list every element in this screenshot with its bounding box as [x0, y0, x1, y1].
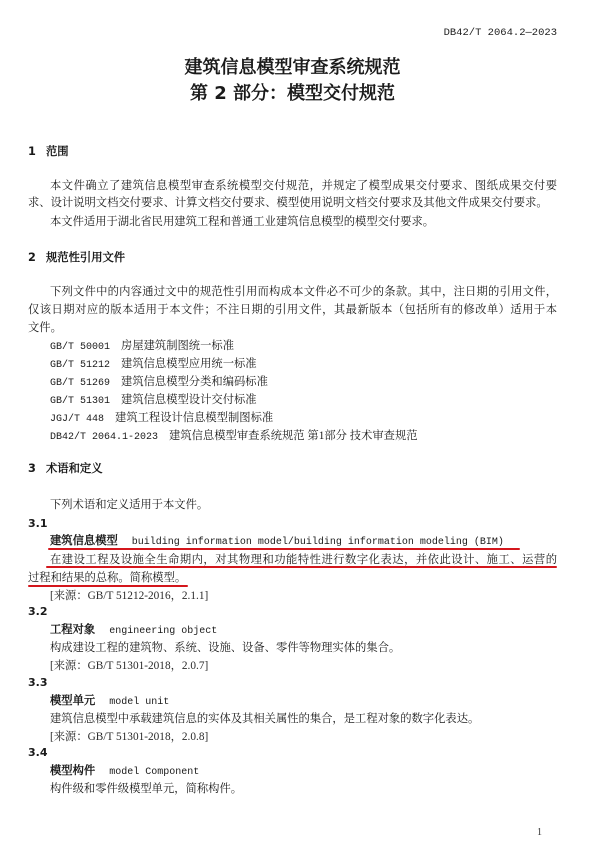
- term-chinese: 建筑信息模型: [50, 534, 118, 547]
- paragraph-line: 本文件适用于湖北省民用建筑工程和普通工业建筑信息模型的模型交付要求。: [50, 216, 435, 228]
- term-chinese: 模型构件: [50, 764, 96, 777]
- definition-line: 在建设工程及设施全生命期内，对其物理和功能特性进行数字化表达，并依此设计、施工、运营的: [50, 554, 557, 566]
- term-entry: [50, 622, 217, 640]
- term-source: [来源：GB/T 51301-2018，2.0.8]: [50, 731, 209, 743]
- section-number: 3: [28, 462, 36, 475]
- paragraph-line: 仅该日期对应的版本适用于本文件；不注日期的引用文件，其最新版本（包括所有的修改单）适用于本: [28, 304, 557, 316]
- document-subtitle: 第 2 部分：模型交付规范: [189, 83, 396, 104]
- reference-code: GB/T 51269: [50, 378, 111, 389]
- paragraph-line: 本文件确立了建筑信息模型审查系统模型交付规范，并规定了模型成果交付要求、图纸成果交付要: [50, 180, 557, 192]
- term-chinese: 工程对象: [50, 623, 96, 636]
- term-english: model Component: [109, 767, 200, 778]
- reference-code: JGJ/T 448: [50, 414, 105, 425]
- reference-code: GB/T 51212: [50, 360, 111, 371]
- page-number: 1: [537, 827, 542, 838]
- reference-title: 建筑信息模型应用统一标准: [121, 358, 257, 370]
- reference-item: [50, 374, 268, 392]
- document-code: DB42/T 2064.2—2023: [443, 27, 557, 39]
- reference-title: 建筑信息模型审查系统规范 第1部分 技术审查规范: [169, 430, 418, 442]
- section-heading: [28, 144, 69, 160]
- reference-item: [50, 338, 234, 356]
- definition-line: 过程和结果的总称。简称模型。: [28, 572, 187, 584]
- reference-code: DB42/T 2064.1-2023: [50, 432, 159, 443]
- paragraph-line: 下列文件中的内容通过文中的规范性引用而构成本文件必不可少的条款。其中，注日期的引用文件，: [50, 286, 557, 298]
- paragraph-line: 下列术语和定义适用于本文件。: [50, 499, 209, 511]
- reference-code: GB/T 51301: [50, 396, 111, 407]
- reference-item: [50, 356, 257, 374]
- section-number: 1: [28, 145, 36, 158]
- reference-title: 建筑信息模型设计交付标准: [121, 394, 257, 406]
- clause-number: 3.1: [28, 517, 48, 530]
- reference-code: GB/T 50001: [50, 342, 111, 353]
- section-title: 规范性引用文件: [46, 251, 126, 264]
- paragraph-line: 求、设计说明文档交付要求、计算文档交付要求、模型使用说明文档交付要求及其他文件成果交付要求。: [28, 197, 548, 209]
- definition-line: 建筑信息模型中承载建筑信息的实体及其相关属性的集合，是工程对象的数字化表达。: [50, 713, 480, 725]
- term-chinese: 模型单元: [50, 694, 96, 707]
- document-title: 建筑信息模型审查系统规范: [184, 57, 401, 78]
- reference-item: [50, 392, 257, 410]
- reference-title: 房屋建筑制图统一标准: [121, 340, 234, 352]
- annotation-underline: [48, 548, 520, 550]
- clause-number: 3.3: [28, 676, 48, 689]
- term-english: engineering object: [109, 626, 218, 637]
- term-source: [来源：GB/T 51212-2016，2.1.1]: [50, 590, 209, 602]
- paragraph-line: 文件。: [28, 322, 62, 334]
- reference-title: 建筑工程设计信息模型制图标准: [115, 412, 274, 424]
- section-title: 术语和定义: [46, 462, 103, 475]
- clause-number: 3.2: [28, 605, 48, 618]
- clause-number: 3.4: [28, 746, 48, 759]
- section-heading: [28, 250, 125, 266]
- definition-line: 构成建设工程的建筑物、系统、设施、设备、零件等物理实体的集合。: [50, 642, 401, 654]
- term-source: [来源：GB/T 51301-2018，2.0.7]: [50, 660, 209, 672]
- term-english: building information model/building information modeling (BIM): [131, 537, 504, 548]
- section-number: 2: [28, 251, 36, 264]
- reference-item: [50, 410, 273, 428]
- reference-item: [50, 428, 418, 446]
- annotation-underline: [28, 585, 188, 587]
- term-entry: [50, 763, 199, 781]
- reference-title: 建筑信息模型分类和编码标准: [121, 376, 268, 388]
- term-english: model unit: [109, 697, 170, 708]
- section-heading: [28, 461, 103, 477]
- section-title: 范围: [46, 145, 69, 158]
- annotation-underline: [46, 566, 557, 568]
- definition-line: 构件级和零件级模型单元，简称构件。: [50, 783, 243, 795]
- term-entry: [50, 693, 169, 711]
